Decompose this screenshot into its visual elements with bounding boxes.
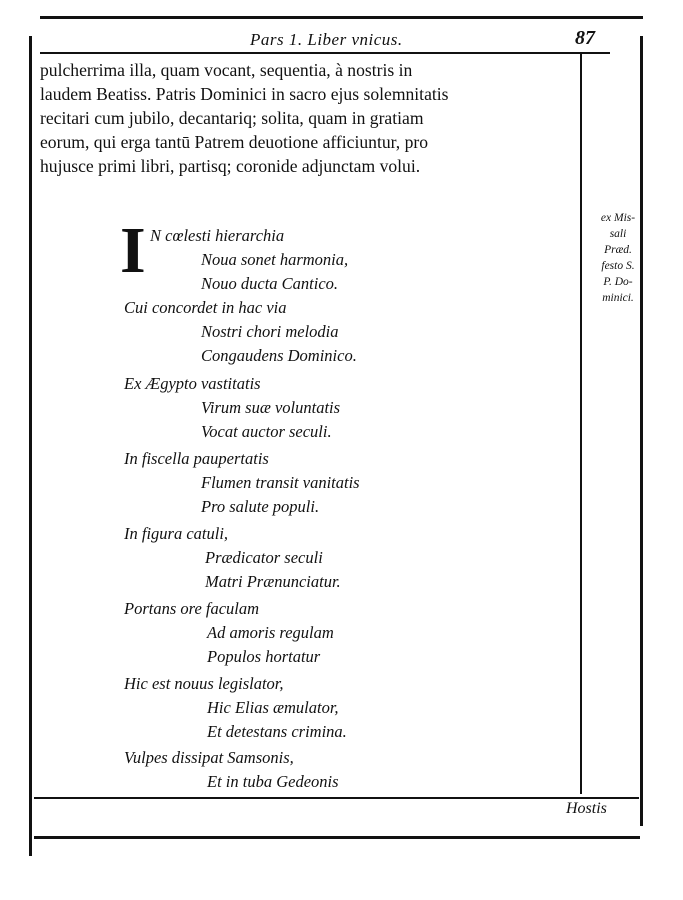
margin-note [588,210,648,306]
top-rule [40,16,643,19]
bottom-rule [34,797,639,799]
prose-line: laudem Beatiss. Patris Dominici in sacro ejus solemnitatis [40,84,449,104]
margin-note-line: ex Mis- [600,212,636,224]
left-frame-rule [29,36,32,856]
verse-line: Ad amoris regulam [207,623,334,642]
margin-note-line: Præd. [604,244,632,256]
prose-line: recitari cum jubilo, decantariq; solita, quam in gratiam [40,108,424,128]
verse-line: Prædicator seculi [205,548,323,567]
lower-frame-rule [34,836,640,839]
verse-line: Vulpes dissipat Samsonis, [124,748,294,767]
verse-line: Nostri chori melodia [201,322,339,341]
verse-line: N cœlesti hierarchia [150,226,285,245]
verse-line: Hic Elias æmulator, [207,698,339,717]
margin-note-line: P. Do- [603,276,633,288]
page-number: 87 [575,27,595,49]
verse-line: Portans ore faculam [124,599,260,618]
verse-line: Hic est nouus legislator, [124,674,284,693]
verse-line: Pro salute populi. [201,497,320,516]
prose-line: hujusce primi libri, partisq; coronide adjunctam volui. [40,156,421,176]
verse-line: Vocat auctor seculi. [201,422,332,441]
margin-note-line: minici. [602,292,634,304]
verse-line: Cui concordet in hac via [124,298,287,317]
margin-note-line: festo S. [601,260,635,272]
prose-paragraph [40,58,580,178]
prose-line: eorum, qui erga tantū Patrem deuotione afficiuntur, pro [40,132,429,152]
verse-line: Ex Ægypto vastitatis [124,374,261,393]
margin-note-line: sali [609,228,627,240]
drop-cap-initial: I [120,214,146,287]
header-rule [40,52,610,54]
verse-line: Et detestans crimina. [207,722,347,741]
verse-line: Matri Prænunciatur. [205,572,341,591]
verse-line: Noua sonet harmonia, [201,250,349,269]
verse-line: Populos hortatur [207,647,321,666]
verse-line: Flumen transit vanitatis [201,473,360,492]
verse-line: Nouo ducta Cantico. [201,274,339,293]
running-head: Pars 1. Liber vnicus. [250,30,403,49]
text-column-rule [580,54,582,794]
catchword: Hostis [566,800,607,817]
verse-line: Congaudens Dominico. [201,346,357,365]
verse-line: Et in tuba Gedeonis [207,772,339,791]
verse-line: Virum suæ voluntatis [201,398,341,417]
verse-line: In figura catuli, [124,524,229,543]
right-frame-rule [640,36,643,826]
verse-line: In fiscella paupertatis [124,449,269,468]
prose-line: pulcherrima illa, quam vocant, sequentia, à nostris in [40,60,413,80]
